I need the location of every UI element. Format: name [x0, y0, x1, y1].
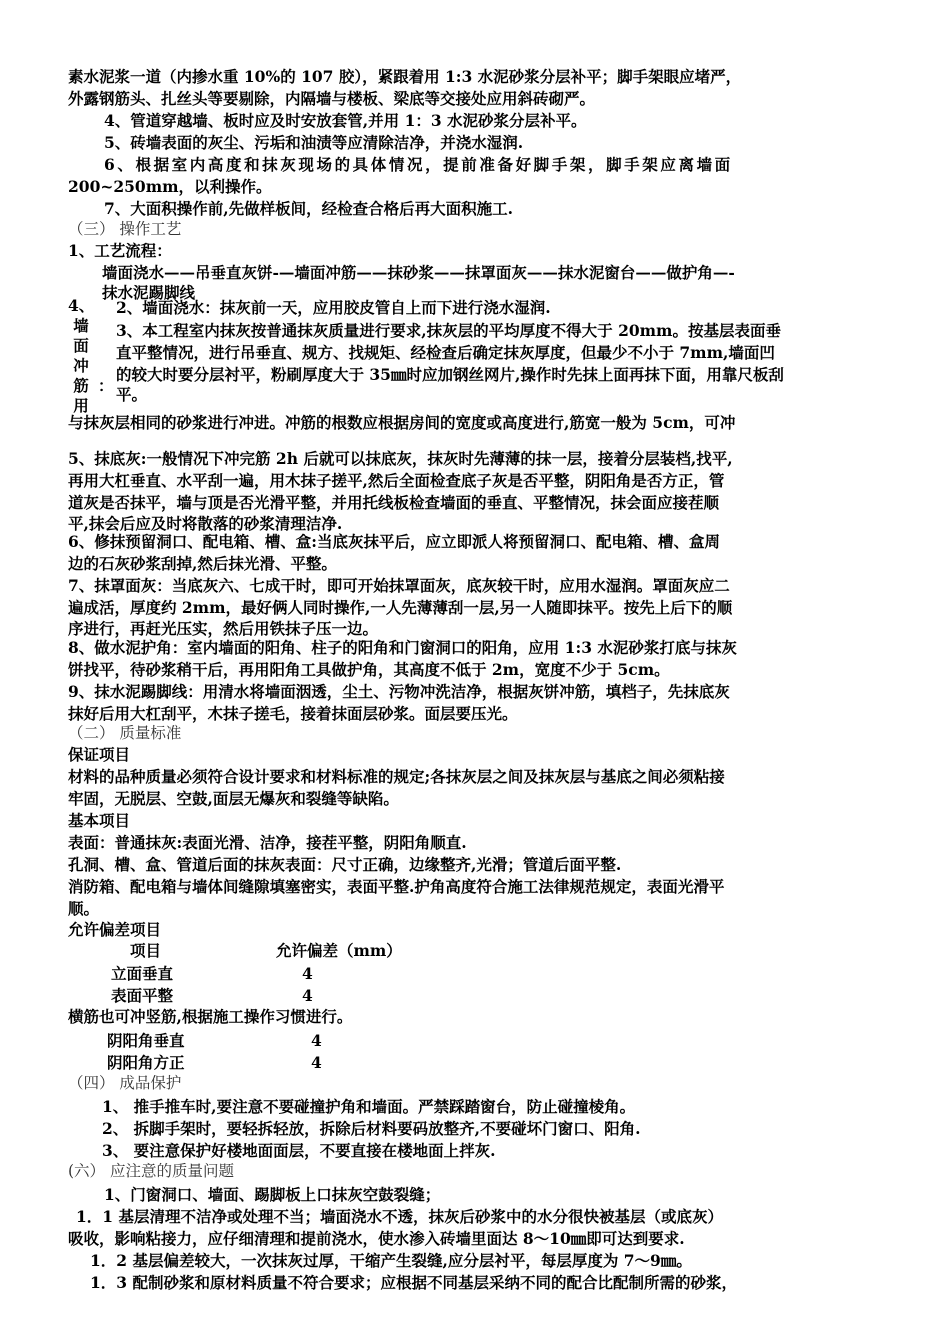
list-item: 2、墙面浇水：抹灰前一天，应用胶皮管自上而下进行浇水湿润. — [116, 298, 551, 317]
paragraph-line: 抹好后用大杠刮平，木抹子搓毛，接着抹面层砂浆。面层要压光。 — [68, 704, 518, 723]
paragraph-line: 序进行，再赶光压实，然后用铁抹子压一边。 — [68, 619, 379, 638]
paragraph-line: 外露钢筋头、扎丝头等要剔除，内隔墙与楼板、梁底等交接处应用斜砖砌严。 — [68, 89, 596, 108]
paragraph-line: 横筋也可冲竖筋,根据施工操作习惯进行。 — [68, 1007, 353, 1026]
paragraph-line: 8、做水泥护角：室内墙面的阳角、柱子的阳角和门窗洞口的阳角，应用 1:3 水泥砂浆打底与抹灰 — [68, 638, 737, 657]
section-heading: (六） 应注意的质量问题 — [68, 1162, 234, 1180]
paragraph-line: 与抹灰层相同的砂浆进行冲进。冲筋的根数应根据房间的宽度或高度进行,筋宽一般为 5cm，可冲 — [68, 413, 736, 432]
side-label — [68, 296, 94, 416]
paragraph-line: 1．1 基层清理不洁净或处理不当；墙面浇水不透，抹灰后砂浆中的水分很快被基层（或底灰） — [76, 1207, 723, 1226]
paragraph-line: 表面：普通抹灰:表面光滑、洁净，接茬平整，阴阳角顺直. — [68, 833, 467, 852]
subheading: 基本项目 — [68, 811, 131, 830]
table-cell-item: 阴阳角方正 — [107, 1053, 185, 1072]
side-label-char: 冲 — [73, 356, 89, 375]
paragraph-line: 7、抹罩面灰：当底灰六、七成干时，即可开始抹罩面灰，底灰较干时，应用水湿润。罩面灰应二 — [68, 576, 730, 595]
paragraph-line: 消防箱、配电箱与墙体间缝隙填塞密实，表面平整.护角高度符合施工法律规范规定，表面光滑平 — [68, 877, 725, 896]
paragraph-line: 1．3 配制砂浆和原材料质量不符合要求；应根据不同基层采纳不同的配合比配制所需的砂浆， — [90, 1273, 737, 1292]
section-heading: （二） 质量标准 — [68, 724, 182, 742]
paragraph-line: 直平整情况，进行吊垂直、规方、找规矩、经检查后确定抹灰厚度，但最少不小于 7mm,墙面凹 — [116, 343, 775, 362]
list-item: 5、砖墙表面的灰尘、污垢和油渍等应清除洁净，并浇水湿润. — [104, 133, 524, 152]
table-header-item: 项目 — [130, 941, 162, 960]
section-heading: （三） 操作工艺 — [68, 220, 182, 238]
paragraph-line: 平。 — [116, 385, 148, 404]
paragraph-line: 孔洞、槽、盒、管道后面的抹灰表面：尺寸正确，边缘整齐,光滑；管道后面平整. — [68, 855, 622, 874]
paragraph-line: 边的石灰砂浆刮掉,然后抹光滑、平整。 — [68, 554, 337, 573]
table-cell-value: 4 — [302, 964, 313, 983]
paragraph-line: 6、修抹预留洞口、配电箱、槽、盒:当底灰抹平后，应立即派人将预留洞口、配电箱、槽、盒周 — [68, 532, 721, 551]
side-label-char: 面 — [73, 336, 89, 355]
list-item: 3、 要注意保护好楼地面面层，不要直接在楼地面上拌灰. — [102, 1141, 496, 1160]
paragraph-line: 饼找平，待砂浆稍干后，再用阳角工具做护角，其高度不低于 2m，宽度不少于 5cm。 — [68, 660, 670, 679]
process-flow: 墙面浇水——吊垂直灰饼-—墙面冲筋——抹砂浆——抹罩面灰——抹水泥窗台——做护角—- — [102, 263, 735, 282]
paragraph-line: 的较大时要分层衬平，粉刷厚度大于 35㎜时应加钢丝网片,操作时先抹上面再抹下面，用靠尺板刮 — [116, 365, 784, 384]
list-item: 3、本工程室内抹灰按普通抹灰质量进行要求,抹灰层的平均厚度不得大于 20mm。按基层表面垂 — [116, 321, 781, 340]
list-item: 1、门窗洞口、墙面、踢脚板上口抹灰空鼓裂缝； — [104, 1185, 441, 1204]
table-header-deviation: 允许偏差（mm） — [276, 941, 402, 960]
list-item: 7、大面积操作前,先做样板间，经检查合格后再大面积施工. — [104, 199, 514, 218]
paragraph-line: 道灰是否抹平，墙与顶是否光滑平整，并用托线板检查墙面的垂直、平整情况，抹会面应接茬顺 — [68, 493, 720, 512]
subheading: 保证项目 — [68, 745, 131, 764]
list-item: 4、管道穿越墙、板时应及时安放套管,并用 1：3 水泥砂浆分层补平。 — [104, 111, 587, 130]
table-cell-value: 4 — [311, 1031, 322, 1050]
section-heading: （四） 成品保护 — [68, 1074, 182, 1092]
paragraph-line: 材料的品种质量必须符合设计要求和材料标准的规定;各抹灰层之间及抹灰层与基底之间必须粘接 — [68, 767, 725, 786]
paragraph-line: 遍成活，厚度约 2mm，最好俩人同时操作,一人先薄薄刮一层,另一人随即抹平。按先上后下的顺 — [68, 598, 733, 617]
paragraph-line: 吸收，影响粘接力，应仔细清理和提前浇水，使水渗入砖墙里面达 8～10㎜即可达到要求. — [68, 1229, 685, 1248]
side-label-char: 筋 — [73, 376, 89, 395]
list-item: 2、 拆脚手架时，要轻拆轻放，拆除后材料要码放整齐,不要碰坏门窗口、阳角. — [102, 1119, 641, 1138]
list-item: 1、 推手推车时,要注意不要碰撞护角和墙面。严禁踩踏窗台，防止碰撞棱角。 — [102, 1097, 636, 1116]
side-label-char: 墙 — [73, 316, 89, 335]
paragraph-line: 1．2 基层偏差较大，一次抹灰过厚，干缩产生裂缝,应分层衬平，每层厚度为 7～9㎜。 — [90, 1251, 692, 1270]
paragraph-line: 平,抹会后应及时将散落的砂浆清理洁净. — [68, 514, 343, 533]
paragraph-line: 素水泥浆一道（内掺水重 10%的 107 胶），紧跟着用 1:3 水泥砂浆分层补平；脚手架眼应堵严， — [68, 67, 742, 86]
side-label-char: 用 — [73, 396, 89, 415]
table-cell-item: 阴阳角垂直 — [107, 1031, 185, 1050]
paragraph-line: 9、抹水泥踢脚线：用清水将墙面洇透，尘土、污物冲洗洁净，根据灰饼冲筋，填档子，先抹底灰 — [68, 682, 730, 701]
paragraph-line: 200~250mm，以利操作。 — [68, 177, 272, 196]
process-flow: 抹水泥踢脚线 — [102, 283, 196, 302]
side-label-colon: ： — [98, 376, 114, 395]
paragraph-line: 再用大杠垂直、水平刮一遍，用木抹子搓平,然后全面检查底子灰是否平整，阴阳角是否方正，管 — [68, 471, 725, 490]
side-label-char: 4、 — [68, 296, 95, 315]
table-cell-item: 立面垂直 — [111, 964, 174, 983]
table-cell-value: 4 — [311, 1053, 322, 1072]
paragraph-line: 牢固，无脱层、空鼓,面层无爆灰和裂缝等缺陷。 — [68, 789, 399, 808]
paragraph-line: 5、抹底灰:一般情况下冲完筋 2h 后就可以抹底灰，抹灰时先薄薄的抹一层，接着分层装档,找平, — [68, 449, 733, 468]
table-cell-value: 4 — [302, 986, 313, 1005]
subheading: 1、工艺流程： — [68, 241, 172, 260]
list-item: 6、根据室内高度和抹灰现场的具体情况，提前准备好脚手架，脚手架应离墙面 — [104, 155, 733, 174]
paragraph-line: 顺。 — [68, 899, 100, 918]
subheading: 允许偏差项目 — [68, 920, 162, 939]
table-cell-item: 表面平整 — [111, 986, 174, 1005]
